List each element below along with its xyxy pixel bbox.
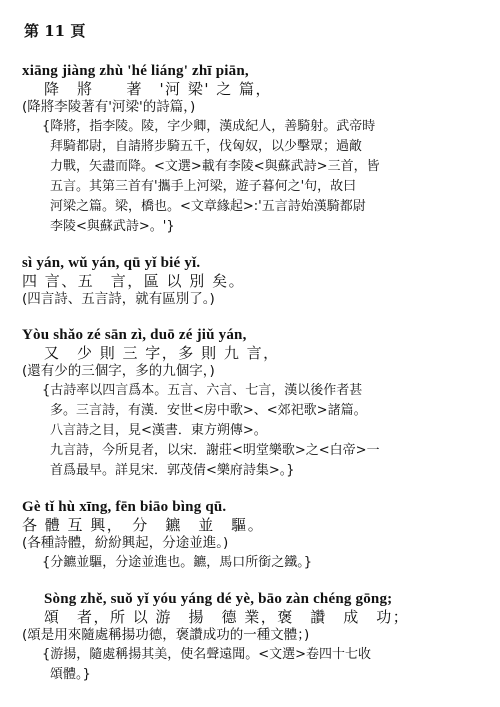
note-line: 首爲最早。詳見宋．郭茂倩<樂府詩集>。} <box>50 463 295 478</box>
note-line: 拜騎都尉，自請將步騎五千，伐匈奴，以少擊眾；過敵 <box>50 139 363 154</box>
annotation-note <box>22 117 482 237</box>
note-line: 力戰，矢盡而降。<文選>載有李陵<與蘇武詩>三首，皆 <box>50 159 380 174</box>
annotation-note <box>22 553 482 573</box>
verse-stanza <box>22 255 482 309</box>
chinese-verse-line: 又 少 則 三 字，多 則 九 言， <box>44 344 280 362</box>
pinyin-line: sì yán, wǔ yán, qū yǐ bié yǐ. <box>22 255 201 271</box>
chinese-verse-line: 頌 者，所 以 游 揚 德 業，褒 讚 成 功； <box>44 608 410 626</box>
verse-stanza <box>22 327 482 481</box>
note-line: 頌體。} <box>50 667 91 682</box>
note-line: {降將，指李陵。陵，字少卿，漢成紀人，善騎射。武帝時 <box>42 119 376 134</box>
verse-stanza <box>22 591 482 685</box>
pinyin-line: Gè tǐ hù xīng, fēn biāo bìng qū. <box>22 499 227 515</box>
pinyin-line: Yòu shǎo zé sān zì, duō zé jiǔ yán, <box>22 327 247 343</box>
note-line: 八言詩之目，見<漢書．東方朔傳>。 <box>50 423 267 438</box>
chinese-verse-line: 四 言、五 言，區 以 別 矣。 <box>22 272 246 290</box>
verse-stanza <box>22 63 482 237</box>
note-line: {古詩率以四言爲本。五言、六言、七言，漢以後作者甚 <box>42 383 363 398</box>
note-line: 五言。其第三首有'攜手上河梁，遊子暮何之'句，故曰 <box>50 179 357 194</box>
note-line: 多。三言詩，有漢．安世<房中歌>、<郊祀歌>諸篇。 <box>50 403 367 418</box>
translation-line: (各種詩體，紛紛興起，分途並進。) <box>22 535 229 551</box>
chinese-verse-line: 各 體 互 興， 分 鑣 並 驅。 <box>22 516 265 534</box>
translation-line: (降將李陵著有'河梁'的詩篇，) <box>22 99 196 115</box>
pinyin-line: Sòng zhě, suǒ yǐ yóu yáng dé yè, bāo zàn chéng gōng; <box>44 591 393 607</box>
verse-stanza <box>22 499 482 573</box>
page-number: 第 11 頁 <box>24 22 86 40</box>
translation-line: (四言詩、五言詩，就有區別了。) <box>22 291 215 307</box>
note-line: 九言詩，今所見者，以宋．謝莊<明堂樂歌>之<白帝>一 <box>50 443 380 458</box>
pinyin-line: xiāng jiàng zhù 'hé liáng' zhī piān, <box>22 63 249 79</box>
annotation-note <box>22 645 482 685</box>
note-line: 河梁之篇。梁，橋也。<文章緣起>:'五言詩始漢騎都尉 <box>50 199 366 214</box>
chinese-verse-line: 降 將 著 '河 梁' 之 篇， <box>44 80 273 98</box>
note-line: 李陵<與蘇武詩>。'} <box>50 219 175 234</box>
annotation-note <box>22 381 482 481</box>
note-line: {分鑣並驅，分途並進也。鑣，馬口所銜之鐵。} <box>42 555 313 570</box>
note-line: {游揚，隨處稱揚其美，使名聲遠聞。<文選>卷四十七收 <box>42 647 372 662</box>
translation-line: (還有少的三個字，多的九個字，) <box>22 363 215 379</box>
translation-line: (頌是用來隨處稱揚功德，褒讚成功的一種文體；) <box>22 627 310 643</box>
